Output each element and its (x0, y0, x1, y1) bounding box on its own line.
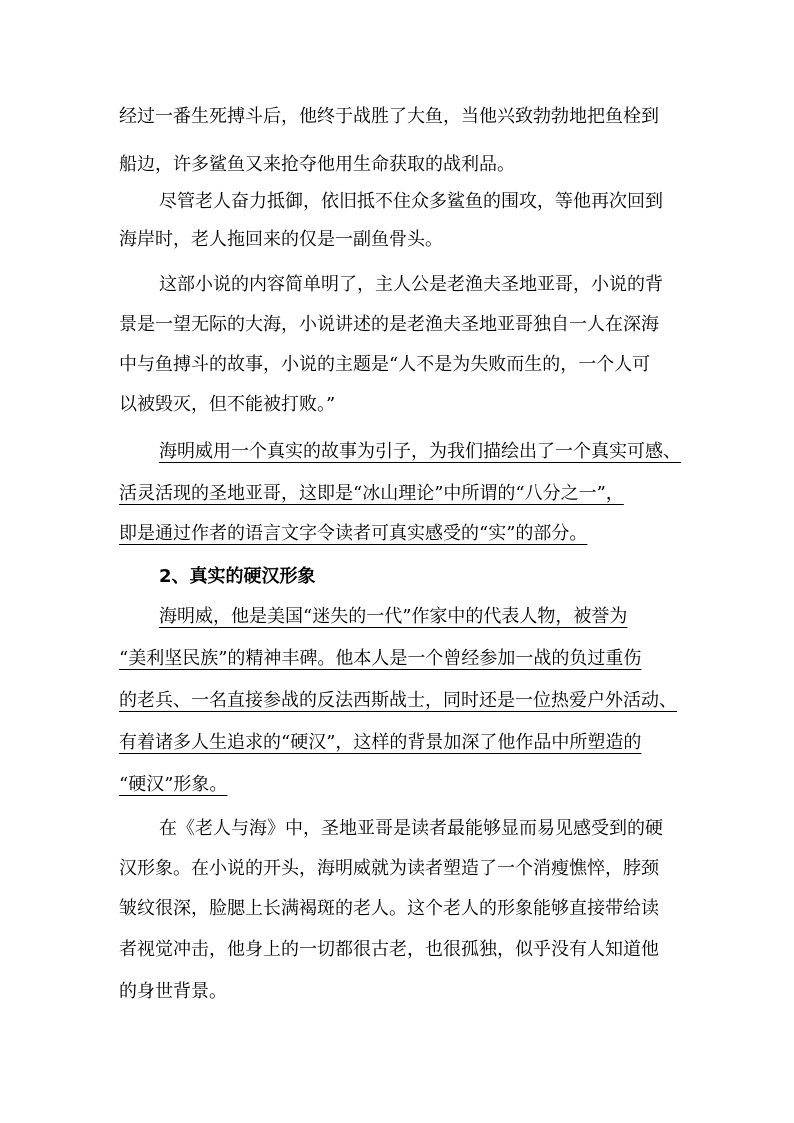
underlined-text-line: 即是通过作者的语言文字令读者可真实感受的“实”的部分。 (119, 523, 588, 544)
underlined-text-line: 活灵活现的圣地亚哥，这即是“冰山理论”中所谓的“八分之一”， (119, 483, 624, 504)
body-text-line: 皱纹很深，脸腮上长满褐斑的老人。这个老人的形象能够直接带给读 (119, 898, 659, 919)
body-text-line: 的身世背景。 (119, 981, 227, 1002)
body-text-line: 者视觉冲击，他身上的一切都很古老，也很孤独，似乎没有人知道他 (119, 939, 659, 960)
body-text-line: 经过一番生死搏斗后，他终于战胜了大鱼，当他兴致勃勃地把鱼栓到 (119, 106, 659, 127)
body-text-line: 在《老人与海》中，圣地亚哥是读者最能够显而易见感受到的硬 (159, 818, 663, 839)
body-text-line: 海岸时，老人拖回来的仅是一副鱼骨头。 (119, 229, 443, 250)
underlined-text-line: 海明威用一个真实的故事为引子，为我们描绘出了一个真实可感、 (159, 441, 681, 462)
body-text-line: 这部小说的内容简单明了，主人公是老渔夫圣地亚哥，小说的背 (159, 274, 663, 295)
body-text-line: 汉形象。在小说的开头，海明威就为读者塑造了一个消瘦憔悴，脖颈 (119, 858, 659, 879)
body-text-line: 中与鱼搏斗的故事，小说的主题是“人不是为失败而生的，一个人可 (119, 354, 651, 375)
underlined-text-line: 有着诸多人生追求的“硬汉”，这样的背景加深了他作品中所塑造的 (119, 732, 642, 753)
body-text-line: 尽管老人奋力抵御，依旧抵不住众多鲨鱼的围攻，等他再次回到 (159, 191, 663, 212)
underlined-text-line: 的老兵、一名直接参战的反法西斯战士，同时还是一位热爱户外活动、 (119, 690, 677, 711)
underlined-text-line: “硬汉”形象。 (119, 774, 228, 795)
underlined-text-line: “美利坚民族”的精神丰碑。他本人是一个曾经参加一战的负过重伤 (119, 648, 642, 669)
section-heading: 2、真实的硬汉形象 (159, 566, 316, 587)
body-text-line: 景是一望无际的大海，小说讲述的是老渔夫圣地亚哥独自一人在深海 (119, 314, 659, 335)
body-text-line: 以被毁灭，但不能被打败。” (119, 394, 336, 415)
body-text-line: 船边，许多鲨鱼又来抢夺他用生命获取的战利品。 (119, 154, 515, 175)
underlined-text-line: 海明威，他是美国“迷失的一代”作家中的代表人物，被誉为 (159, 606, 628, 627)
